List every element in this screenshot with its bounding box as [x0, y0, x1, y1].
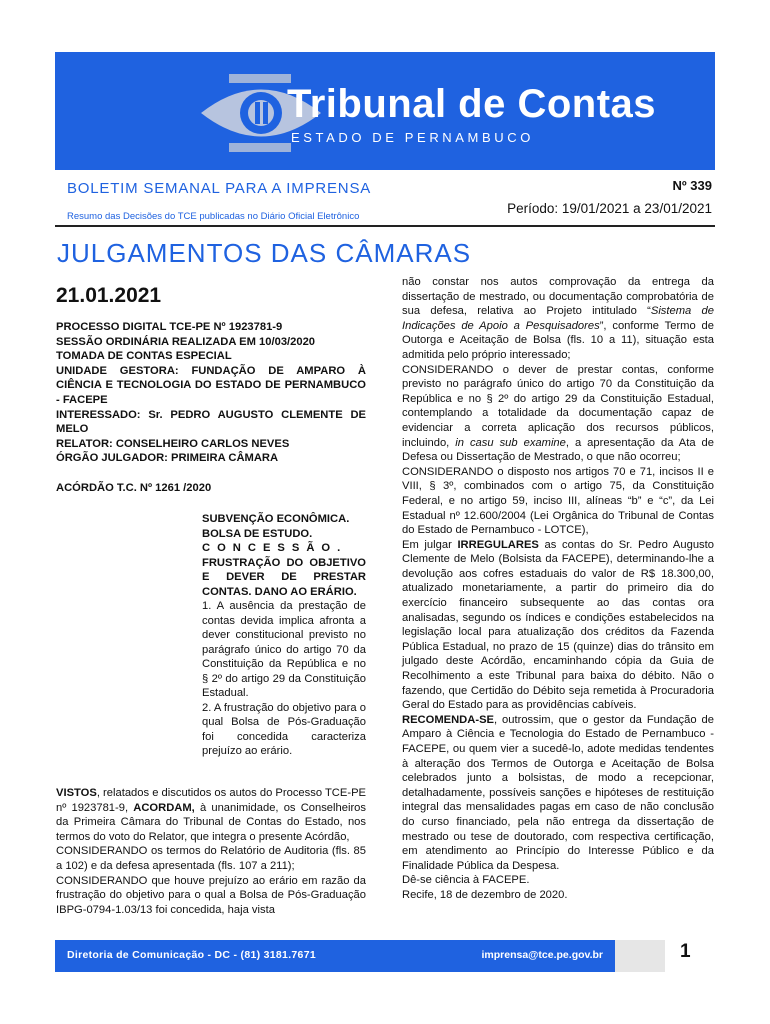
acordao-number: ACÓRDÃO T.C. Nº 1261 /2020: [56, 482, 212, 494]
paragraph: [402, 275, 714, 363]
ementa-heading: BOLSA DE ESTUDO.: [202, 527, 313, 540]
text: não constar nos autos comprovação da entrega da dissertação de mestrado, ou documentação comprobatória de sua defesa, relativa ao Projeto intitulado “: [402, 276, 714, 318]
header-banner: [55, 52, 715, 170]
footer-email[interactable]: imprensa@tce.pe.gov.br: [481, 949, 603, 961]
acordam-text: ACORDAM,: [133, 801, 195, 814]
page-number: 1: [680, 941, 691, 962]
process-metadata: [56, 320, 366, 466]
ementa-item: 1. A ausência da prestação de contas devida implica afronta a dever constitucional previsto no parágrafo único do artigo 70 da Constituição da República e no § 2º do artigo 29 da Constituição Estadual.: [202, 600, 366, 699]
ementa-heading: SUBVENÇÃO ECONÔMICA.: [202, 513, 350, 525]
managing-unit: UNIDADE GESTORA: FUNDAÇÃO DE AMPARO À CIÊNCIA E TECNOLOGIA DO ESTADO DE PERNAMBUCO - FACEPE: [56, 364, 366, 406]
bulletin-period: Período: 19/01/2021 a 23/01/2021: [507, 201, 712, 216]
recommendation-lead: RECOMENDA-SE: [402, 713, 494, 726]
bulletin-number: Nº 339: [672, 178, 712, 193]
footer-contact: Diretoria de Comunicação - DC - (81) 3181.7671: [67, 949, 316, 961]
verdict: IRREGULARES: [457, 538, 539, 551]
paragraph: [402, 713, 714, 874]
paragraph: Dê-se ciência à FACEPE.: [402, 874, 530, 887]
text: Em julgar: [402, 538, 458, 551]
text: CONSIDERANDO o dever de prestar contas, conforme previsto no parágrafo único do artigo 70 da Constituição da República e no § 2º do artigo 29 da Constituição Estadual, contemplando a totalidade da documentação capaz de evidenciar a correta aplicação dos recursos públicos, incluindo,: [402, 363, 714, 449]
paragraph: CONSIDERANDO o disposto nos artigos 70 e 71, incisos II e VIII, § 3º, combinados com o artigo 75, da Constituição Federal, e no artigo 59, inciso III, alíneas “b” e “c”, da Lei Estadual nº 12.600/2004 (Lei Orgânica do Tribunal de Contas do Estado de Pernambuco - LOTCE),: [402, 465, 714, 537]
bulletin-subtitle: Resumo das Decisões do TCE publicadas no Diário Oficial Eletrônico: [67, 211, 360, 222]
footer-bar: [55, 940, 615, 972]
process-number: PROCESSO DIGITAL TCE-PE Nº 1923781-9: [56, 321, 283, 333]
project-title: Sistema de Indicações de Apoio a Pesquisadores: [402, 305, 714, 332]
latin-term: in casu sub examine: [455, 436, 566, 449]
ementa-item: 2. A frustração do objetivo para o qual Bolsa de Pós-Graduação foi concedida caracteriza prejuízo ao erário.: [202, 701, 366, 757]
closing-date: Recife, 18 de dezembro de 2020.: [402, 888, 568, 901]
brand-subtitle: ESTADO DE PERNAMBUCO: [291, 130, 534, 145]
judgment-date: 21.01.2021: [56, 284, 162, 307]
divider: [55, 225, 715, 227]
text: as contas do Sr. Pedro Augusto Clemente de Melo (Bolsista da FACEPE), determinando-lhe a devolução aos cofres estaduais do valor de R$ 18.300,00, atualizado monetariamente, a partir do primeiro dia do exercício financeiro subsequente ao das contas ora analisadas, segundo os índices e condições estabelecidos na legislação local para atualização dos créditos da Fazenda Pública Estadual, no prazo de 15 (quinze) dias do trânsito em julgado deste Acórdão, encaminhando cópia da Guia de Recolhimento a este Tribunal para baixa do débito. Não o fazendo, que Certidão do Débito seja remetida à Procuradoria Geral do Estado para as providências cabíveis.: [402, 538, 714, 712]
vistos-text: , relatados e discutidos os autos do Processo TCE-PE nº 1923781-9,: [56, 787, 366, 814]
section-title: JULGAMENTOS DAS CÂMARAS: [57, 238, 472, 268]
session-date: SESSÃO ORDINÁRIA REALIZADA EM 10/03/2020: [56, 335, 316, 348]
text: , outrossim, que o gestor da Fundação de Amparo à Ciência e Tecnologia do Estado de Pernambuco - FACEPE, ou quem vier a sucedê-lo, adote medidas tendentes à alteração dos Termos de Outorga e Aceitação de Bolsa celebrados junto a bolsistas, de modo a recepcionar, detalhadamente, possíveis sanções e hipóteses de restituição integral das mensalidades pagas em caso de não conclusão do curso financiado, pela não entrega da dissertação de mestrado ou tese de doutorado, com respectiva certificação, em atendimento ao Princípio do Interesse Público e da Finalidade Pública da Despesa.: [402, 713, 714, 872]
ementa: [202, 512, 366, 759]
vistos-lead: VISTOS: [56, 787, 97, 799]
body-right-column: [402, 275, 714, 903]
process-type: TOMADA DE CONTAS ESPECIAL: [56, 350, 232, 363]
brand-title: Tribunal de Contas: [287, 82, 657, 126]
ementa-heading: FRUSTRAÇÃO DO OBJETIVO E DEVER DE PRESTAR CONTAS. DANO AO ERÁRIO.: [202, 556, 366, 598]
paragraph: [402, 538, 714, 713]
rapporteur: RELATOR: CONSELHEIRO CARLOS NEVES: [56, 437, 290, 450]
bulletin-title: BOLETIM SEMANAL PARA A IMPRENSA: [67, 180, 372, 197]
interested-party: INTERESSADO: Sr. PEDRO AUGUSTO CLEMENTE DE MELO: [56, 408, 366, 436]
judging-body: ÓRGÃO JULGADOR: PRIMEIRA CÂMARA: [56, 452, 279, 465]
ementa-heading: CONCESSÃO.: [202, 542, 348, 554]
considerando-paragraph: CONSIDERANDO os termos do Relatório de Auditoria (fls. 85 a 102) e da defesa apresentada (fls. 107 a 211);: [56, 845, 366, 872]
footer-spacer: [615, 940, 665, 972]
text: ”, conforme Termo de Outorga e Aceitação de Bolsa (fls. 10 a 11), situação esta admitida pelo próprio interessado;: [402, 319, 714, 361]
text: , a apresentação da Ata de Defesa ou Dissertação de Mestrado, o que não ocorreu;: [402, 436, 714, 464]
paragraph: [402, 363, 714, 465]
vistos-paragraph: [56, 786, 366, 844]
vistos-tail: à unanimidade, os Conselheiros da Primeira Câmara do Tribunal de Contas do Estado, nos termos do voto do Relator, que integra o presente Acórdão,: [56, 801, 366, 843]
body-left-column: [56, 786, 366, 917]
considerando-paragraph: CONSIDERANDO que houve prejuízo ao erário em razão da frustração do objetivo para o qual a Bolsa de Pós-Graduação IBPG-0794-1.03/13 foi concedida, haja vista: [56, 874, 366, 916]
